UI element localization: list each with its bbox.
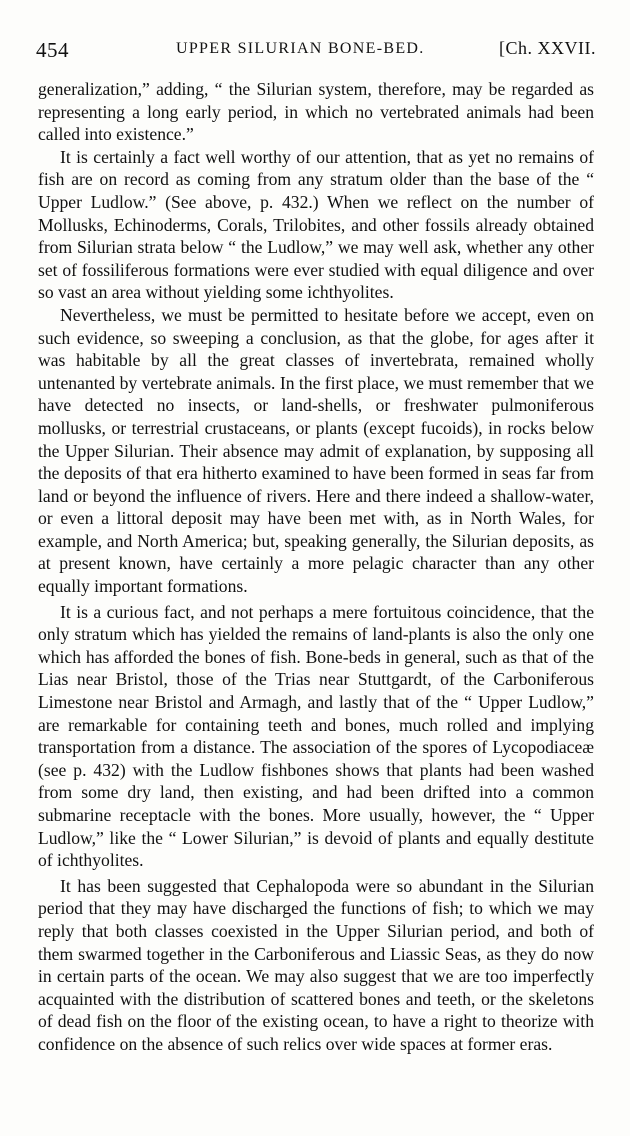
- running-title: UPPER SILURIAN BONE-BED.: [176, 40, 425, 57]
- chapter-reference: [Ch. XXVII.: [499, 38, 596, 58]
- paragraph-4: It is a curious fact, and not perhaps a mere fortuitous coincidence, that the only stratum which has yielded the remains of land-plants is also the only one which has afforded the bones of fish. Bone-beds in general, such as that of the Lias near Bristol, those of the Trias near Stuttgardt, of the Carboniferous Limestone near Bristol and Armagh, and lastly that of the “ Upper Ludlow,” are remarkable for containing teeth and bones, much rolled and implying transportation from a distance. The association of the spores of Lycopodiaceæ (see p. 432) with the Ludlow fishbones shows that plants had been washed from some dry land, then existing, and had been drifted into a common submarine receptacle with the bones. More usually, however, the “ Upper Ludlow,” like the “ Lower Silurian,” is devoid of plants and equally destitute of ichthyolites.: [38, 601, 594, 871]
- body-text: [38, 78, 594, 1056]
- running-head: [36, 38, 596, 66]
- paragraph-5: It has been suggested that Cephalopoda were so abundant in the Silurian period that they may have discharged the functions of fish; to which we may reply that both classes coexisted in the Upper Silurian period, and both of them swarmed together in the Carboniferous and Liassic Seas, as they do now in certain parts of the ocean. We may also suggest that we are too imperfectly acquainted with the distribution of scattered bones and teeth, or the skeletons of dead fish on the floor of the existing ocean, to have a right to theorize with confidence on the absence of such relics over wide spaces at former eras.: [38, 875, 594, 1054]
- paragraph-3: Nevertheless, we must be permitted to hesitate before we accept, even on such evidence, so sweeping a conclusion, as that the globe, for ages after it was habitable by all the great classes of invertebrata, remained wholly untenanted by vertebrate animals. In the first place, we must remember that we have detected no insects, or land-shells, or freshwater pulmoniferous mollusks, or terrestrial crustaceans, or plants (except fucoids), in rocks below the Upper Silurian. Their absence may admit of explanation, by supposing all the deposits of that era hitherto examined to have been formed in seas far from land or beyond the influence of rivers. Here and there indeed a shallow-water, or even a littoral deposit may have been met with, as in North Wales, for example, and North America; but, speaking generally, the Silurian deposits, as at present known, have certainly a more pelagic character than any other equally important formations.: [38, 304, 594, 597]
- paragraph-1: generalization,” adding, “ the Silurian system, therefore, may be regarded as representing a long early period, in which no vertebrated animals had been called into existence.”: [38, 79, 594, 145]
- paragraph-2: It is certainly a fact well worthy of our attention, that as yet no remains of fish are on record as coming from any stratum older than the base of the “ Upper Ludlow.” (See above, p. 432.) When we reflect on the number of Mollusks, Echinoderms, Corals, Trilobites, and other fossils already obtained from Silurian strata below “ the Ludlow,” we may well ask, whether any other set of fossiliferous formations were ever studied with equal diligence and over so vast an area without yielding some ichthyolites.: [38, 146, 594, 303]
- page-number: 454: [36, 38, 69, 62]
